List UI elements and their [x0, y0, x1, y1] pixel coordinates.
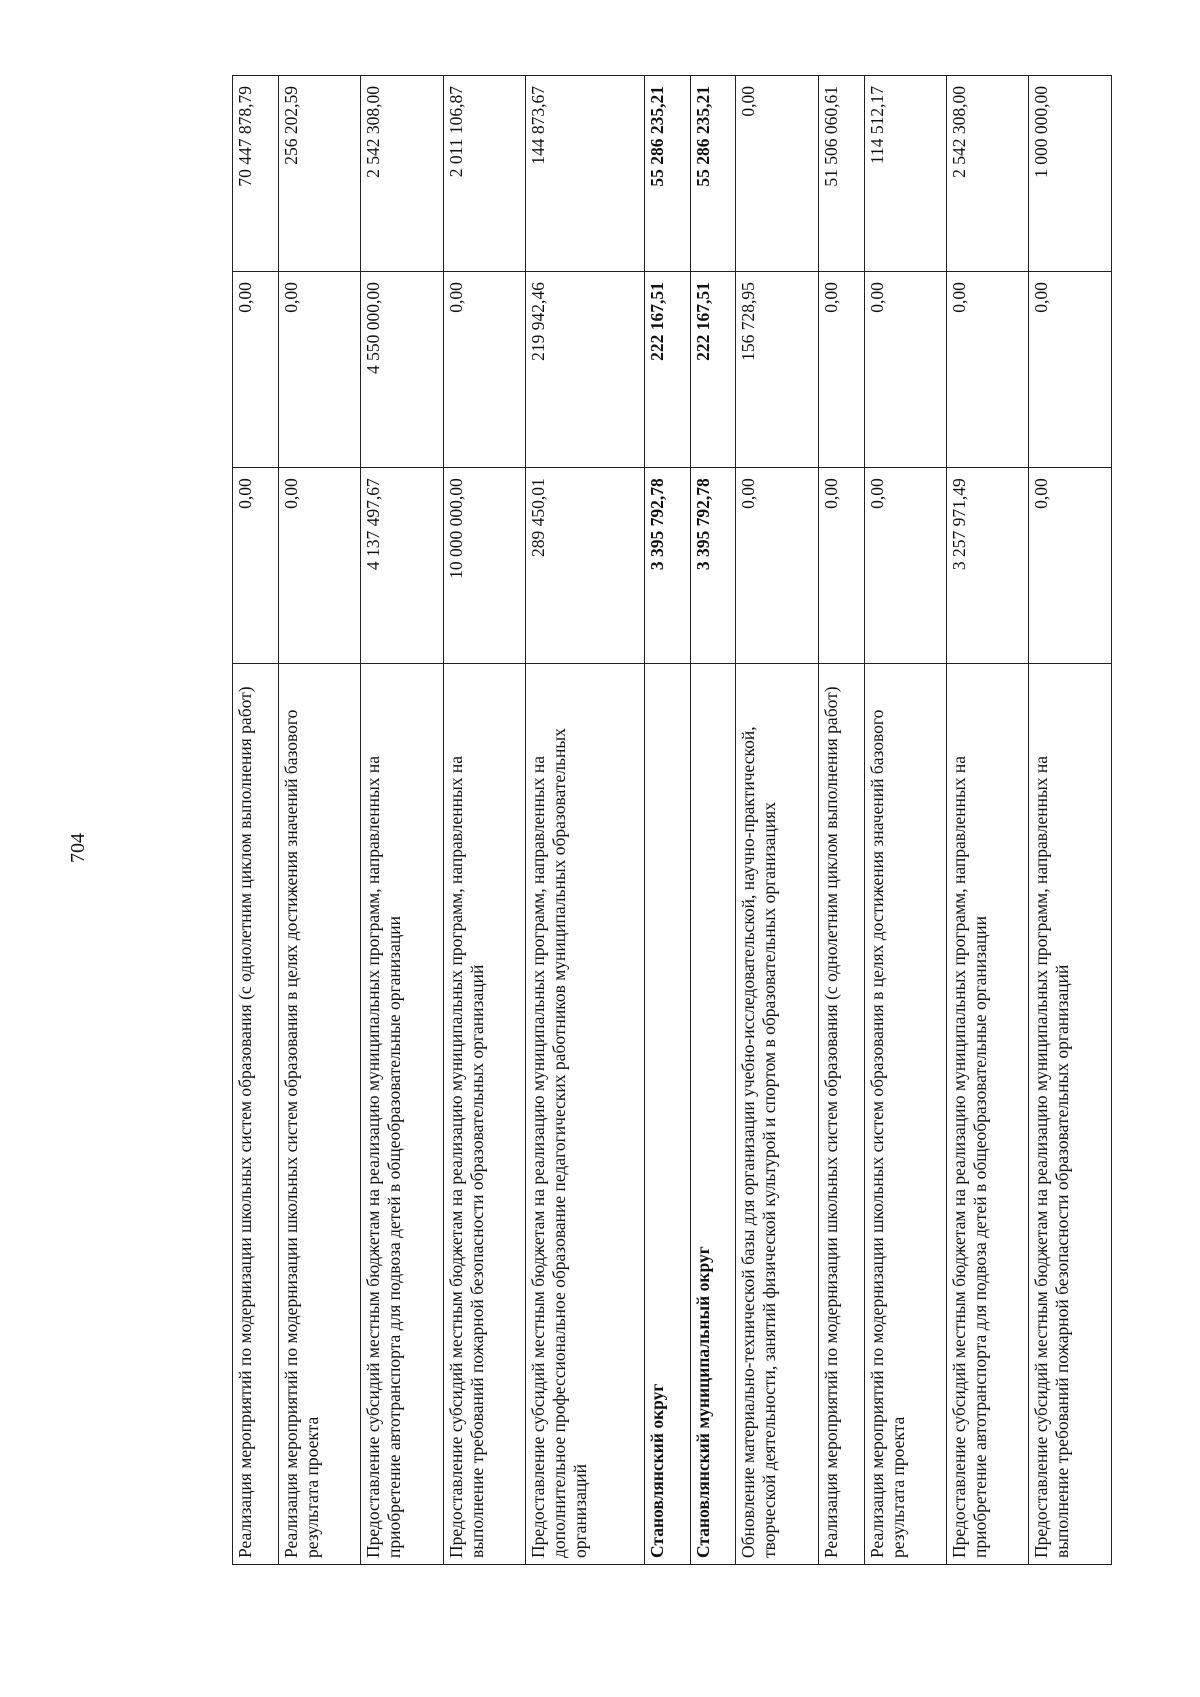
table-row: [645, 76, 691, 1565]
row-description: Предоставление субсидий местным бюджетам на реализацию муниципальных программ, направленных на приобретение автотранспорта для подвоза детей в общеобразовательные организации: [361, 664, 443, 1565]
budget-table: [232, 75, 1112, 1565]
row-value-2: 222 167,51: [690, 272, 736, 468]
row-description: Реализация мероприятий по модернизации школьных систем образования (с однолетним циклом выполнения работ): [818, 664, 864, 1565]
row-value-1: 0,00: [818, 468, 864, 664]
page-number: 704: [67, 833, 89, 863]
table-row: [736, 76, 818, 1565]
row-value-1: 3 395 792,78: [645, 468, 691, 664]
row-value-3: 2 011 106,87: [443, 76, 525, 272]
row-value-2: 0,00: [864, 272, 946, 468]
table-row: [443, 76, 525, 1565]
row-value-2: 0,00: [278, 272, 360, 468]
row-value-1: 0,00: [1029, 468, 1112, 664]
row-value-3: 0,00: [736, 76, 818, 272]
row-value-3: 51 506 060,61: [818, 76, 864, 272]
row-value-1: 0,00: [864, 468, 946, 664]
row-description: Становлянский муниципальный округ: [690, 664, 736, 1565]
row-value-3: 256 202,59: [278, 76, 360, 272]
row-value-2: 0,00: [818, 272, 864, 468]
row-description: Становлянский округ: [645, 664, 691, 1565]
row-value-3: 144 873,67: [525, 76, 644, 272]
table-row: [525, 76, 644, 1565]
row-value-2: 219 942,46: [525, 272, 644, 468]
row-description: Предоставление субсидий местным бюджетам на реализацию муниципальных программ, направленных на приобретение автотранспорта для подвоза детей в общеобразовательные организации: [947, 664, 1029, 1565]
row-description: Реализация мероприятий по модернизации школьных систем образования в целях достижения значений базового результата проекта: [864, 664, 946, 1565]
row-value-1: 3 395 792,78: [690, 468, 736, 664]
rotated-table-container: [232, 75, 1112, 1565]
row-value-3: 1 000 000,00: [1029, 76, 1112, 272]
row-value-2: 0,00: [443, 272, 525, 468]
row-value-1: 289 450,01: [525, 468, 644, 664]
row-value-2: 156 728,95: [736, 272, 818, 468]
row-value-1: 0,00: [278, 468, 360, 664]
row-value-3: 2 542 308,00: [947, 76, 1029, 272]
row-value-3: 2 542 308,00: [361, 76, 443, 272]
table-row: [690, 76, 736, 1565]
table-row: [233, 76, 279, 1565]
row-value-2: 0,00: [233, 272, 279, 468]
row-description: Реализация мероприятий по модернизации школьных систем образования (с однолетним циклом выполнения работ): [233, 664, 279, 1565]
row-description: Реализация мероприятий по модернизации школьных систем образования в целях достижения значений базового результата проекта: [278, 664, 360, 1565]
row-description: Предоставление субсидий местным бюджетам на реализацию муниципальных программ, направленных на выполнение требований пожарной безопасности образовательных организаций: [443, 664, 525, 1565]
table-row: [1029, 76, 1112, 1565]
row-value-1: 10 000 000,00: [443, 468, 525, 664]
row-value-1: 0,00: [233, 468, 279, 664]
table-row: [864, 76, 946, 1565]
row-description: Предоставление субсидий местным бюджетам на реализацию муниципальных программ, направленных на выполнение требований пожарной безопасности образовательных организаций: [1029, 664, 1112, 1565]
row-value-3: 55 286 235,21: [690, 76, 736, 272]
row-value-2: 4 550 000,00: [361, 272, 443, 468]
budget-table-body: [233, 76, 1112, 1565]
table-row: [947, 76, 1029, 1565]
row-value-3: 114 512,17: [864, 76, 946, 272]
row-description: Предоставление субсидий местным бюджетам на реализацию муниципальных программ, направленных на дополнительное профессиональное образование педагогических работников муниципальных образовательных организаций: [525, 664, 644, 1565]
table-row: [361, 76, 443, 1565]
row-value-1: 0,00: [736, 468, 818, 664]
row-value-1: 3 257 971,49: [947, 468, 1029, 664]
row-value-2: 0,00: [1029, 272, 1112, 468]
row-value-3: 70 447 878,79: [233, 76, 279, 272]
row-value-3: 55 286 235,21: [645, 76, 691, 272]
row-description: Обновление материально-технической базы для организации учебно-исследовательской, научно-практической, творческой деятельности, занятий физической культурой и спортом в образовательных организациях: [736, 664, 818, 1565]
row-value-2: 0,00: [947, 272, 1029, 468]
table-row: [818, 76, 864, 1565]
row-value-2: 222 167,51: [645, 272, 691, 468]
table-row: [278, 76, 360, 1565]
row-value-1: 4 137 497,67: [361, 468, 443, 664]
